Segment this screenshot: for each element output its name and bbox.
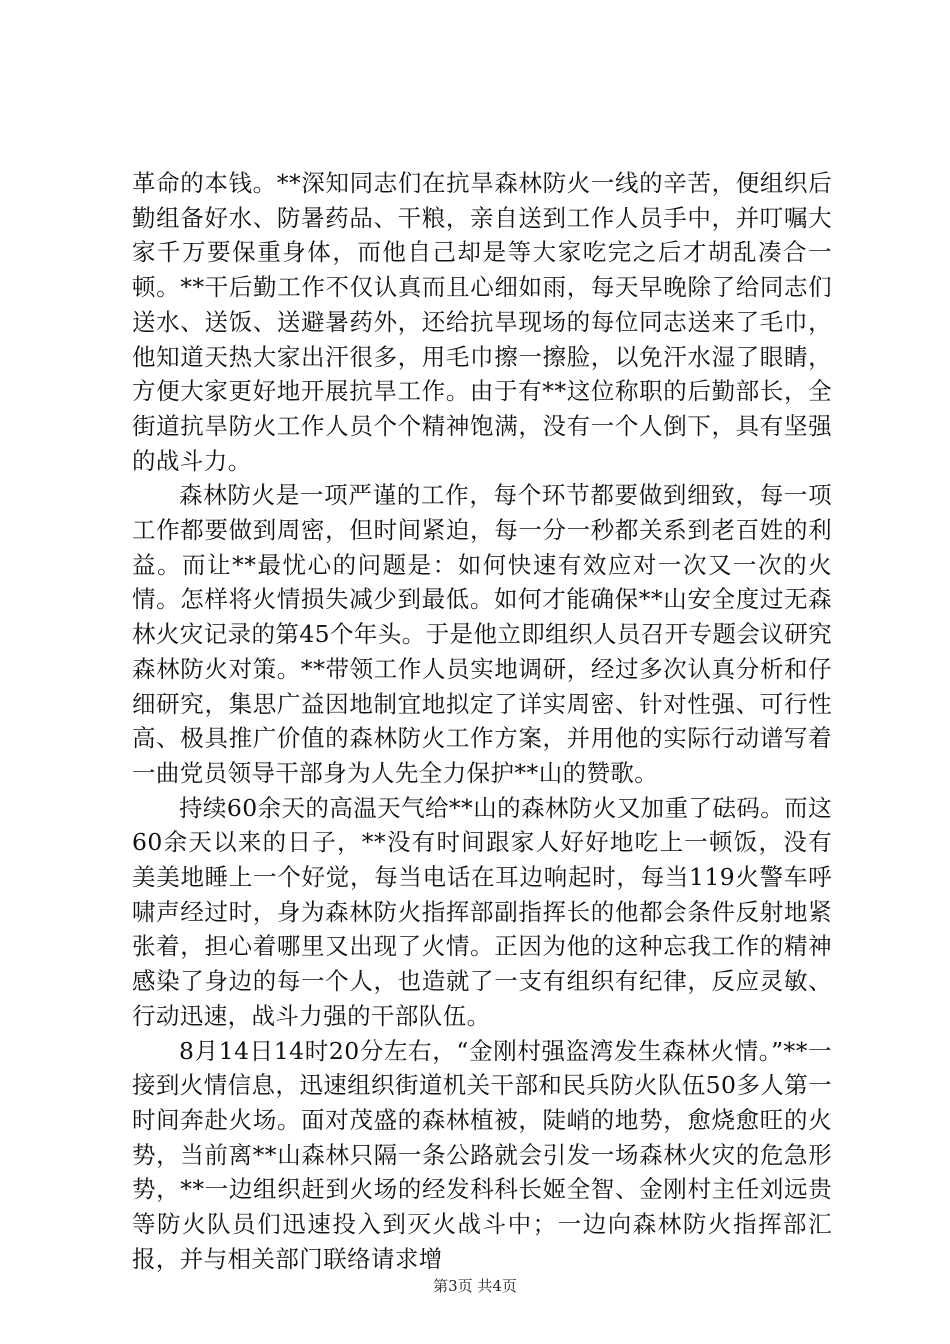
paragraph-4: 8月14日14时20分左右，“金刚村强盗湾发生森林火情。”**一接到火情信息，迅速组织街道机关干部和民兵防火队伍50多人第一时间奔赴火场。面对茂盛的森林植被，陡峭的地势，愈烧愈旺的火势，当前离**山森林只隔一条公路就会引发一场森林火灾的危急形势，**一边组织赶到火场的经发科科长姬全智、金刚村主任刘远贵等防火队员们迅速投入到灭火战斗中；一边向森林防火指挥部汇报，并与相关部门联络请求增: [132, 1036, 832, 1273]
paragraph-3: 持续60余天的高温天气给**山的森林防火又加重了砝码。而这60余天以来的日子，**没有时间跟家人好好地吃上一顿饭，没有美美地睡上一个好觉，每当电话在耳边响起时，每当119火警车呼啸声经过时，身为森林防火指挥部副指挥长的他都会条件反射地紧张着，担心着哪里又出现了火情。正因为他的这种忘我工作的精神感染了身边的每一个人，也造就了一支有组织有纪律，反应灵敏、行动迅速，战斗力强的干部队伍。: [132, 793, 832, 1030]
paragraph-2: 森林防火是一项严谨的工作，每个环节都要做到细致，每一项工作都要做到周密，但时间紧迫，每一分一秒都关系到老百姓的利益。而让**最忧心的问题是：如何快速有效应对一次又一次的火情。怎样将火情损失减少到最低。如何才能确保**山安全度过无森林火灾记录的第45个年头。于是他立即组织人员召开专题会议研究森林防火对策。**带领工作人员实地调研，经过多次认真分析和仔细研究，集思广益因地制宜地拟定了详实周密、针对性强、可行性高、极具推广价值的森林防火工作方案，并用他的实际行动谱写着一曲党员领导干部身为人先全力保护**山的赞歌。: [132, 481, 832, 787]
paragraph-1: 革命的本钱。**深知同志们在抗旱森林防火一线的辛苦，便组织后勤组备好水、防暑药品、干粮，亲自送到工作人员手中，并叮嘱大家千万要保重身体，而他自己却是等大家吃完之后才胡乱凑合一顿。**干后勤工作不仅认真而且心细如雨，每天早晚除了给同志们送水、送饭、送避暑药外，还给抗旱现场的每位同志送来了毛巾，他知道天热大家出汗很多，用毛巾擦一擦脸，以免汗水湿了眼睛，方便大家更好地开展抗旱工作。由于有**这位称职的后勤部长，全街道抗旱防火工作人员个个精神饱满，没有一个人倒下，具有坚强的战斗力。: [132, 169, 832, 475]
page-number-footer: 第3页 共4页: [433, 1277, 517, 1295]
document-body: [132, 166, 832, 1277]
